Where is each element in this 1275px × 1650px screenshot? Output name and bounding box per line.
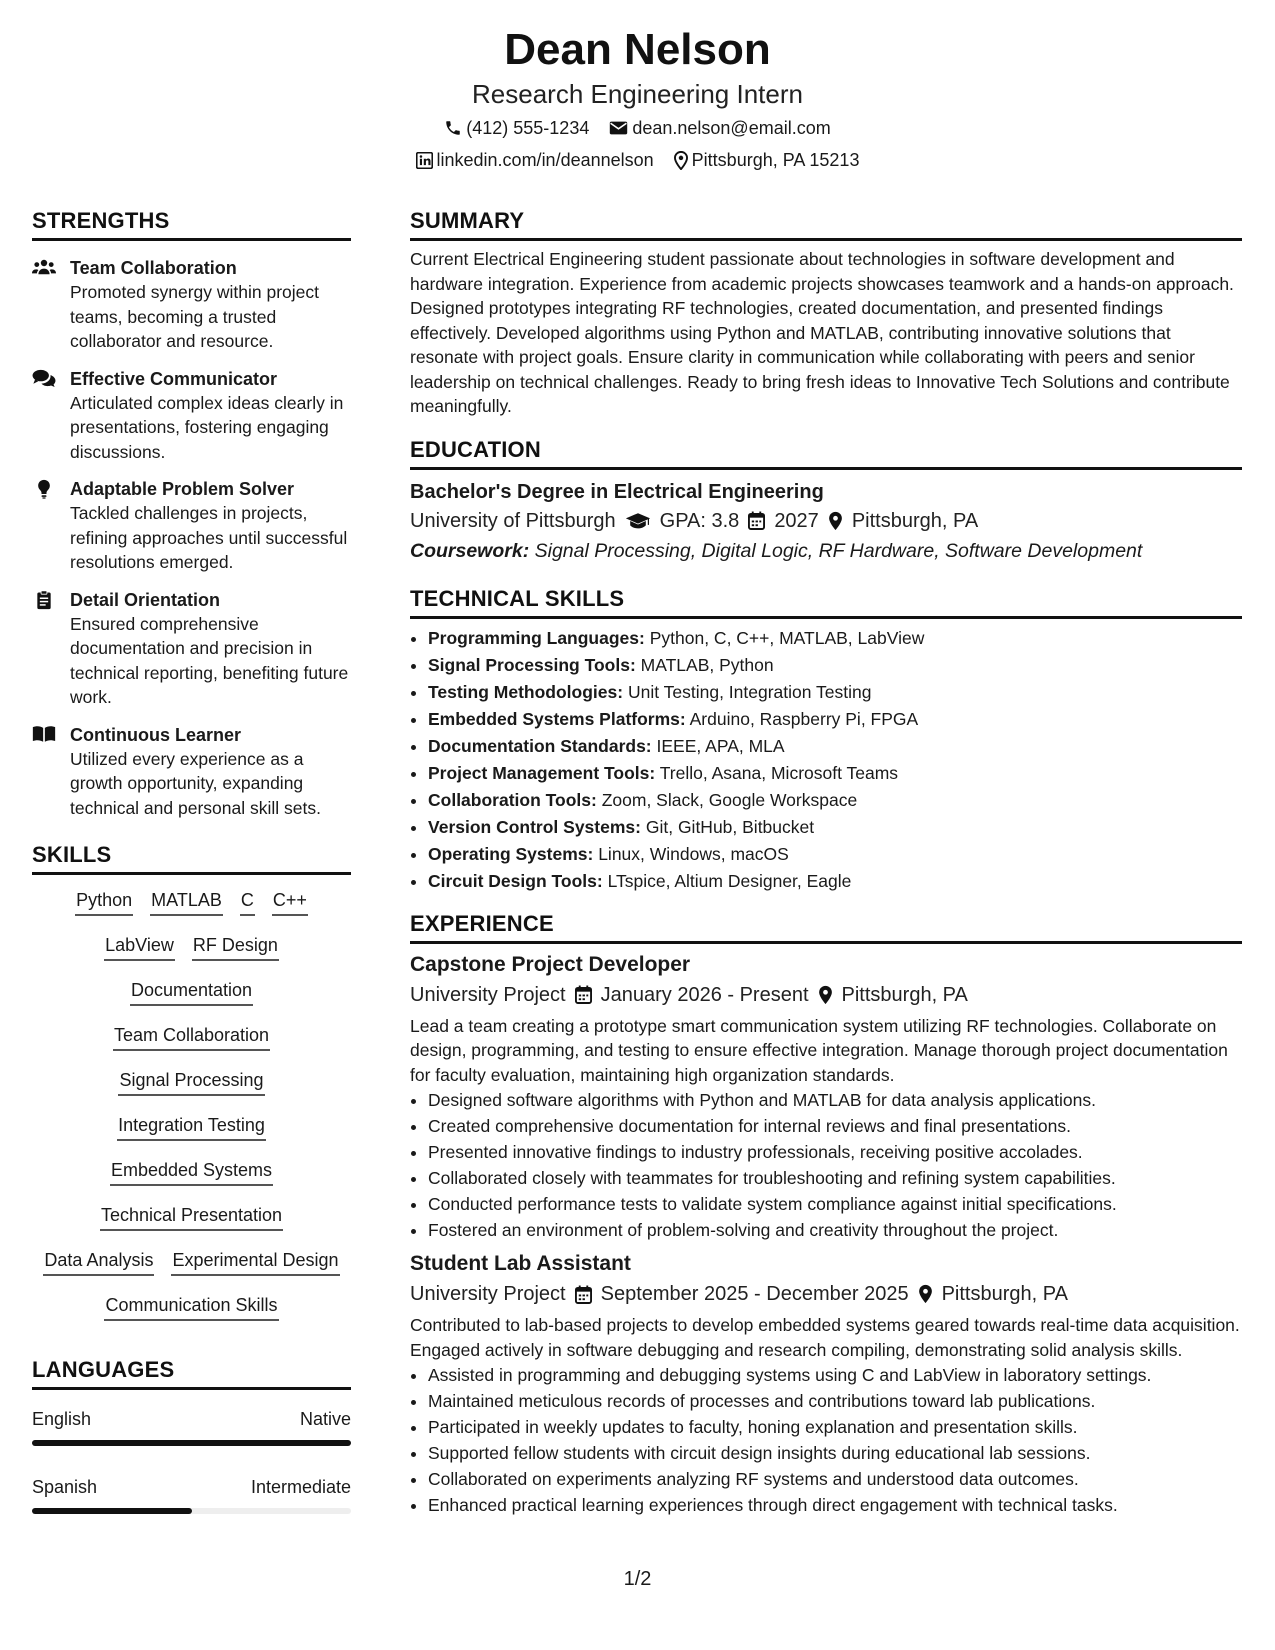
list-item: • Participated in weekly updates to faculty, honing explanation and presentation skills. [428, 1414, 1242, 1440]
job-title: Student Lab Assistant [410, 1252, 631, 1275]
technical-skills-section [410, 584, 1242, 895]
candidate-name: Dean Nelson [504, 25, 771, 74]
list-item: • Signal Processing Tools: MATLAB, Python [428, 652, 1242, 679]
skill-pill: C [240, 887, 255, 916]
skill-pill: MATLAB [150, 887, 223, 916]
contact-row-2 [0, 145, 1275, 175]
contact-phone[interactable] [444, 113, 589, 143]
calendar-icon [575, 985, 592, 1004]
strength-title: Adaptable Problem Solver [70, 479, 295, 499]
lightbulb-icon [32, 479, 56, 499]
map-marker-icon [818, 985, 833, 1005]
graduation-year: 2027 [774, 509, 819, 532]
strength-desc: Tackled challenges in projects, refining approaches until successful resolutions emerged. [70, 503, 348, 572]
skill-pill: Documentation [130, 977, 253, 1006]
list-item: • Embedded Systems Platforms: Arduino, Raspberry Pi, FPGA [428, 706, 1242, 733]
book-icon [32, 725, 56, 743]
strength-item [32, 256, 351, 354]
list-item: • Presented innovative findings to industry professionals, receiving positive accolades. [428, 1139, 1242, 1165]
strength-item [32, 367, 351, 465]
list-item: • Programming Languages: Python, C, C++, MATLAB, LabView [428, 625, 1242, 652]
technical-skills-list [410, 625, 1242, 895]
strength-item [32, 723, 351, 821]
school-name: University of Pittsburgh [410, 509, 616, 532]
graduation-cap-icon [625, 512, 651, 530]
language-bar [32, 1440, 351, 1446]
contact-email[interactable] [609, 113, 830, 143]
language-bar-fill [32, 1440, 351, 1446]
coursework-label: Coursework: [410, 539, 530, 562]
location-text: Pittsburgh, PA 15213 [691, 150, 860, 170]
job-location: Pittsburgh, PA [841, 983, 968, 1006]
map-marker-icon [674, 151, 688, 170]
contact-linkedin[interactable] [416, 145, 654, 175]
skill-row [32, 1067, 351, 1112]
left-column [32, 206, 351, 1514]
list-item: • Designed software algorithms with Python and MATLAB for data analysis applications. [428, 1087, 1242, 1113]
job-meta [410, 980, 1242, 1010]
skill-pill: RF Design [192, 932, 279, 961]
list-item: • Documentation Standards: IEEE, APA, MLA [428, 733, 1242, 760]
skills-section [32, 840, 351, 1337]
skill-row [32, 977, 351, 1022]
strength-title: Team Collaboration [70, 258, 237, 278]
list-item: • Collaboration Tools: Zoom, Slack, Google Workspace [428, 787, 1242, 814]
language-name: English [32, 1409, 92, 1429]
skill-row [32, 932, 351, 977]
job-meta [410, 1279, 1242, 1309]
contact-location [674, 145, 860, 175]
education-meta [410, 506, 1242, 536]
email-text: dean.nelson@email.com [632, 118, 831, 138]
language-bar-fill [32, 1508, 192, 1514]
education-section [410, 435, 1242, 566]
strength-item [32, 588, 351, 710]
list-item: • Circuit Design Tools: LTspice, Altium Designer, Eagle [428, 868, 1242, 895]
job-entry [410, 950, 1242, 1244]
skill-pill: Integration Testing [117, 1112, 266, 1141]
list-item: • Project Management Tools: Trello, Asana, Microsoft Teams [428, 760, 1242, 787]
summary-heading: SUMMARY [410, 206, 1242, 241]
right-column [410, 206, 1242, 1518]
phone-text: (412) 555-1234 [466, 118, 590, 138]
language-level: Native [299, 1409, 351, 1429]
strengths-heading: STRENGTHS [32, 206, 351, 241]
skill-pill: C++ [272, 887, 308, 916]
skill-row [32, 1157, 351, 1202]
language-item [32, 1406, 351, 1446]
calendar-icon [575, 1285, 592, 1304]
job-title: Capstone Project Developer [410, 952, 691, 976]
language-name: Spanish [32, 1477, 98, 1497]
resume-header [0, 22, 1275, 175]
list-item: • Supported fellow students with circuit design insights during educational lab sessions. [428, 1440, 1242, 1466]
candidate-headline: Research Engineering Intern [472, 79, 803, 109]
linkedin-text: linkedin.com/in/deannelson [436, 150, 654, 170]
strength-title: Effective Communicator [70, 368, 278, 389]
language-level: Intermediate [250, 1477, 351, 1497]
job-location: Pittsburgh, PA [941, 1283, 1068, 1305]
strength-desc: Articulated complex ideas clearly in presentations, fostering engaging discussions. [70, 392, 344, 462]
linkedin-icon [416, 152, 433, 169]
job-entry [410, 1249, 1242, 1518]
summary-section [410, 206, 1242, 419]
job-org: University Project [410, 983, 566, 1006]
clipboard-icon [32, 590, 56, 610]
job-bullets [410, 1362, 1242, 1518]
map-marker-icon [828, 511, 843, 531]
strength-desc: Ensured comprehensive documentation and precision in technical reporting, benefiting future work. [70, 613, 349, 707]
gpa-text: GPA: 3.8 [659, 509, 740, 532]
job-bullets [410, 1087, 1242, 1243]
skill-row [32, 1022, 351, 1067]
list-item: • Enhanced practical learning experiences through direct engagement with technical tasks. [428, 1492, 1242, 1518]
list-item: • Version Control Systems: Git, GitHub, Bitbucket [428, 814, 1242, 841]
experience-heading: EXPERIENCE [410, 909, 1242, 944]
page-number: 1/2 [623, 1568, 652, 1590]
skill-pill: Signal Processing [118, 1067, 264, 1096]
coursework-list: Signal Processing, Digital Logic, RF Hardware, Software Development [534, 539, 1143, 562]
list-item: • Operating Systems: Linux, Windows, macOS [428, 841, 1242, 868]
skills-heading: SKILLS [32, 840, 351, 875]
languages-section [32, 1355, 351, 1514]
skill-pill: Communication Skills [104, 1292, 278, 1321]
job-org: University Project [410, 1283, 566, 1305]
job-dates: January 2026 - Present [600, 983, 809, 1006]
language-item [32, 1474, 351, 1514]
list-item: • Testing Methodologies: Unit Testing, Integration Testing [428, 679, 1242, 706]
users-icon [32, 258, 56, 276]
skill-pill: Data Analysis [43, 1247, 154, 1276]
strength-desc: Promoted synergy within project teams, becoming a trusted collaborator and resource. [70, 282, 319, 351]
skills-pills [32, 887, 351, 1337]
strength-desc: Utilized every experience as a growth opportunity, expanding technical and personal skill sets. [70, 748, 321, 818]
job-dates: September 2025 - December 2025 [600, 1283, 909, 1305]
list-item: • Created comprehensive documentation for internal reviews and final presentations. [428, 1113, 1242, 1139]
strength-title: Continuous Learner [70, 724, 242, 745]
skill-pill: LabView [104, 932, 175, 961]
job-description: Lead a team creating a prototype smart communication system utilizing RF technologies. Collaborate on design, programming, and testing to ensure effective integration. Manage thorough project documentation for faculty evaluation, maintaining high organization standards. [410, 1015, 1228, 1085]
skill-row [32, 1202, 351, 1247]
list-item: • Maintained meticulous records of processes and contributions toward lab publications. [428, 1388, 1242, 1414]
skill-pill: Embedded Systems [110, 1157, 273, 1186]
degree-title: Bachelor's Degree in Electrical Engineering [410, 480, 824, 503]
education-heading: EDUCATION [410, 435, 1242, 470]
calendar-icon [748, 511, 765, 530]
phone-icon [444, 119, 462, 137]
languages-heading: LANGUAGES [32, 1355, 351, 1390]
skill-pill: Team Collaboration [113, 1022, 270, 1051]
strength-title: Detail Orientation [70, 589, 221, 610]
skill-row [32, 1292, 351, 1337]
skill-row [32, 887, 351, 932]
skill-pill: Experimental Design [171, 1247, 339, 1276]
languages-list [32, 1406, 351, 1514]
skill-row [32, 1112, 351, 1157]
strength-item [32, 477, 351, 575]
job-description: Contributed to lab-based projects to develop embedded systems geared towards real-time data acquisition. Engaged actively in software debugging and research compiling, demonstrating solid analysis skills. [410, 1315, 1240, 1360]
technical-skills-heading: TECHNICAL SKILLS [410, 584, 1242, 619]
list-item: • Assisted in programming and debugging systems using C and LabView in laboratory settings. [428, 1362, 1242, 1388]
skill-pill: Technical Presentation [100, 1202, 283, 1231]
strengths-list [32, 241, 351, 820]
experience-section [410, 909, 1242, 1519]
education-location: Pittsburgh, PA [851, 509, 979, 532]
list-item: • Conducted performance tests to validate system compliance against initial specifications. [428, 1191, 1242, 1217]
language-bar [32, 1508, 351, 1514]
envelope-icon [609, 120, 628, 136]
comments-icon [32, 369, 56, 387]
contact-row-1 [0, 113, 1275, 143]
summary-text: Current Electrical Engineering student passionate about technologies in software development and hardware integration. Experience from academic projects showcases teamwork and a hands-on approach. Designed prototypes integrating RF technologies, created documentation, and presented findings effectively. Developed algorithms using Python and MATLAB, contributing innovative solutions that resonate with project goals. Ensure clarity in communication while collaborating with peers and senior leadership on technical challenges. Ready to bring fresh ideas to Innovative Tech Solutions and contribute meaningfully. [410, 249, 1234, 416]
coursework [410, 536, 1242, 566]
skill-pill: Python [75, 887, 133, 916]
list-item: • Collaborated on experiments analyzing RF systems and understood data outcomes. [428, 1466, 1242, 1492]
list-item: • Collaborated closely with teammates for troubleshooting and refining system capabilities. [428, 1165, 1242, 1191]
skill-row [32, 1247, 351, 1292]
map-marker-icon [918, 1284, 933, 1304]
list-item: • Fostered an environment of problem-solving and creativity throughout the project. [428, 1217, 1242, 1243]
